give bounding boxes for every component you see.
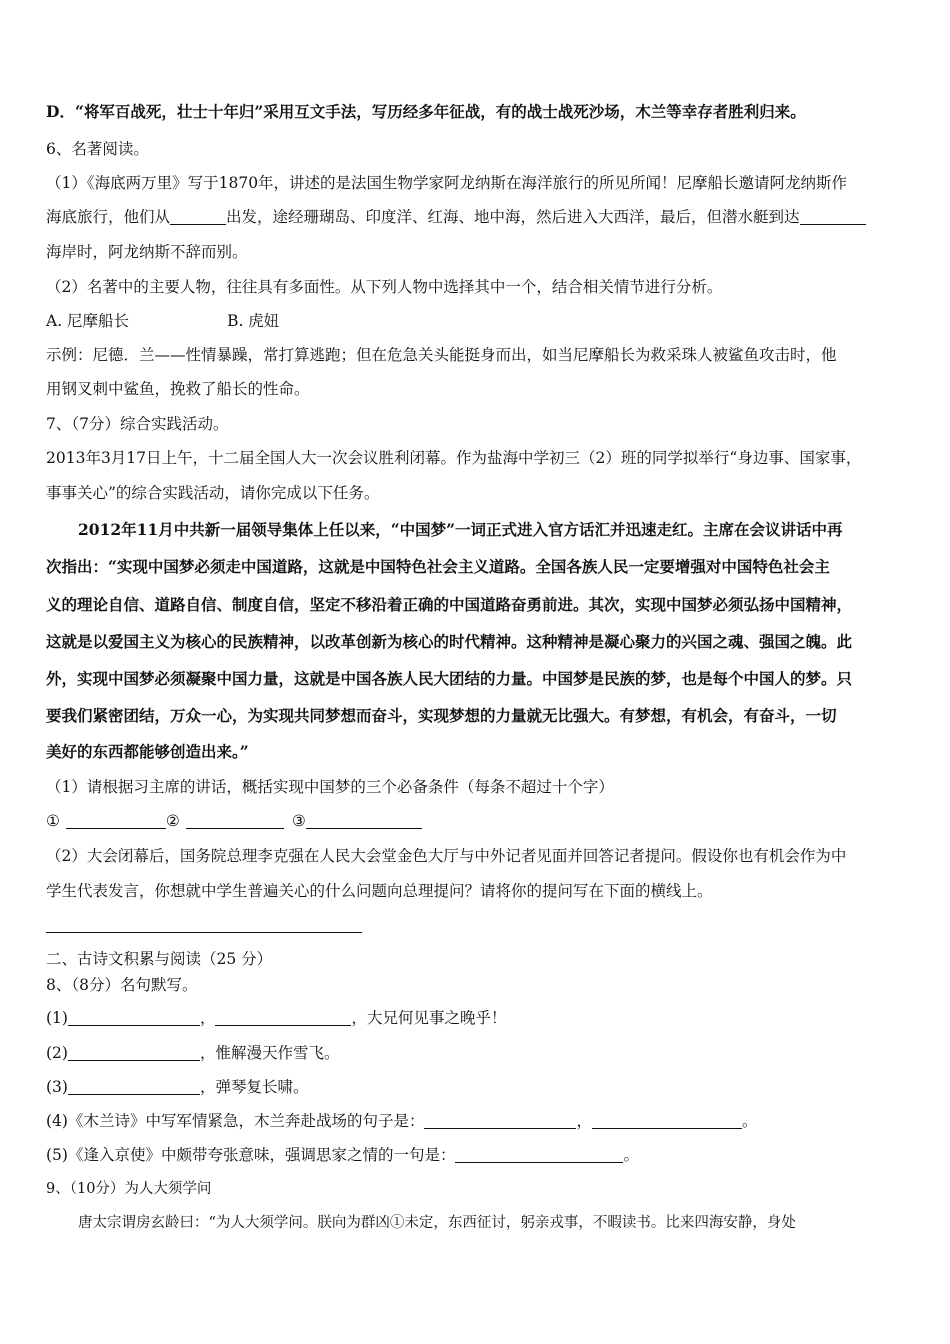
comma: ， bbox=[199, 1009, 216, 1027]
option-d: D．“将军百战死，壮士十年归”采用互文手法，写历经多年征战，有的战士战死沙场，木兰等幸存者胜利归来。 bbox=[46, 102, 806, 121]
question-6-title: 6、名著阅读。 bbox=[46, 140, 149, 158]
q7-part1-blanks bbox=[46, 810, 422, 832]
circled-1: ① bbox=[46, 812, 60, 830]
circled-3: ③ bbox=[291, 812, 306, 830]
q8-blank-3[interactable] bbox=[68, 1078, 200, 1095]
item-num-3: (3) bbox=[46, 1078, 68, 1096]
q7-passage-line4: 这就是以爱国主义为核心的民族精神，以改革创新为核心的时代精神。这种精神是凝心聚力的兴国之魂、强国之魄。此 bbox=[46, 632, 853, 651]
q8-item2 bbox=[46, 1042, 339, 1064]
q6-blank-arrival[interactable] bbox=[800, 208, 866, 225]
q8-item3 bbox=[46, 1076, 308, 1098]
question-8-title: 8、（8分）名句默写。 bbox=[46, 976, 198, 994]
q8-blank-2[interactable] bbox=[68, 1044, 200, 1061]
q6-choices bbox=[46, 310, 279, 332]
q8-blank-1a[interactable] bbox=[68, 1009, 200, 1026]
answer-blank-2[interactable] bbox=[186, 812, 284, 829]
section-2-heading: 二、古诗文积累与阅读（25 分） bbox=[46, 950, 273, 968]
q6-example-line1: 示例：尼德．兰——性情暴躁，常打算逃跑；但在危急关头能挺身而出，如当尼摩船长为救采珠人被鲨鱼攻击时，他 bbox=[46, 346, 837, 364]
q7-passage-line5: 外，实现中国梦必须凝聚中国力量，这就是中国各族人民大团结的力量。中国梦是民族的梦，也是每个中国人的梦。只 bbox=[46, 669, 853, 688]
q7-part2-line2: 学生代表发言，你想就中学生普遍关心的什么问题向总理提问？请将你的提问写在下面的横线上。 bbox=[46, 882, 713, 900]
q6-blank-departure[interactable] bbox=[170, 208, 226, 225]
q8-item2-text: ，惟解漫天作雪飞。 bbox=[199, 1044, 340, 1062]
q8-item1 bbox=[46, 1007, 507, 1029]
choice-b: B. 虎妞 bbox=[227, 312, 280, 330]
q6-part1-line1: （1）《海底两万里》写于1870年，讲述的是法国生物学家阿龙纳斯在海洋旅行的所见所闻！尼摩船长邀请阿龙纳斯作 bbox=[46, 174, 848, 192]
period: 。 bbox=[623, 1146, 639, 1164]
q6-part1-line3: 海岸时，阿龙纳斯不辞而别。 bbox=[46, 243, 248, 261]
q8-item1-text: ，大兄何见事之晚乎！ bbox=[351, 1009, 507, 1027]
q7-intro-line1: 2013年3月17日上午，十二届全国人大一次会议胜利闭幕。作为盐海中学初三（2）班的同学拟举行“身边事、国家事， bbox=[46, 449, 862, 467]
q6-text-a: 海底旅行，他们从 bbox=[46, 208, 171, 226]
q7-answer-line[interactable] bbox=[46, 932, 362, 933]
period: 。 bbox=[741, 1112, 758, 1130]
q6-example-line2: 用钢叉刺中鲨鱼，挽救了船长的性命。 bbox=[46, 380, 310, 398]
comma: ， bbox=[576, 1112, 592, 1130]
answer-blank-1[interactable] bbox=[66, 812, 166, 829]
q8-blank-4a[interactable] bbox=[424, 1112, 576, 1129]
q6-text-b: 出发，途经珊瑚岛、印度洋、红海、地中海，然后进入大西洋，最后，但潜水艇到达 bbox=[226, 208, 800, 226]
q8-blank-5[interactable] bbox=[455, 1146, 623, 1163]
q8-blank-1b[interactable] bbox=[215, 1009, 351, 1026]
q7-passage-line2: 次指出：“实现中国梦必须走中国道路，这就是中国特色社会主义道路。全国各族人民一定要增强对中国特色社会主 bbox=[46, 557, 830, 576]
choice-a: A. 尼摩船长 bbox=[46, 312, 130, 330]
q8-item5-text: (5)《逢入京使》中颇带夸张意味，强调思家之情的一句是： bbox=[46, 1146, 456, 1164]
q9-passage-line1: 唐太宗谓房玄龄曰：“为人大须学问。朕向为群凶①未定，东西征讨，躬亲戎事，不暇读书。比来四海安静，身处 bbox=[78, 1215, 796, 1231]
q8-item4 bbox=[46, 1110, 758, 1132]
q6-part2: （2）名著中的主要人物，往往具有多面性。从下列人物中选择其中一个，结合相关情节进行分析。 bbox=[46, 278, 723, 296]
q7-part2-line1: （2）大会闭幕后，国务院总理李克强在人民大会堂金色大厅与中外记者见面并回答记者提问。假设你也有机会作为中 bbox=[46, 847, 847, 865]
answer-blank-3[interactable] bbox=[306, 812, 422, 829]
q8-item5 bbox=[46, 1144, 639, 1166]
q8-blank-4b[interactable] bbox=[592, 1112, 742, 1129]
q7-intro-line2: 事事关心”的综合实践活动，请你完成以下任务。 bbox=[46, 484, 380, 502]
q8-item4-text: (4)《木兰诗》中写军情紧急，木兰奔赴战场的句子是： bbox=[46, 1112, 425, 1130]
q7-passage-line7: 美好的东西都能够创造出来。” bbox=[46, 742, 249, 761]
q7-part1: （1）请根据习主席的讲话，概括实现中国梦的三个必备条件（每条不超过十个字） bbox=[46, 778, 614, 796]
q7-passage-line3: 义的理论自信、道路自信、制度自信，坚定不移沿着正确的中国道路奋勇前进。其次，实现中国梦必须弘扬中国精神， bbox=[46, 595, 853, 614]
q6-part1-line2 bbox=[46, 206, 866, 228]
item-num-2: (2) bbox=[46, 1044, 68, 1062]
q7-passage-line1: 2012年11月中共新一届领导集体上任以来，“中国梦”一词正式进入官方话汇并迅速走红。主席在会议讲话中再 bbox=[78, 520, 843, 539]
item-num-1: (1) bbox=[46, 1009, 68, 1027]
q8-item3-text: ，弹琴复长啸。 bbox=[199, 1078, 309, 1096]
q7-passage-line6: 要我们紧密团结，万众一心，为实现共同梦想而奋斗，实现梦想的力量就无比强大。有梦想，有机会，有奋斗，一切 bbox=[46, 706, 837, 725]
question-7-title: 7、（7分）综合实践活动。 bbox=[46, 415, 229, 433]
circled-2: ② bbox=[165, 812, 180, 830]
question-9-title: 9、（10分）为人大须学问 bbox=[46, 1181, 212, 1197]
